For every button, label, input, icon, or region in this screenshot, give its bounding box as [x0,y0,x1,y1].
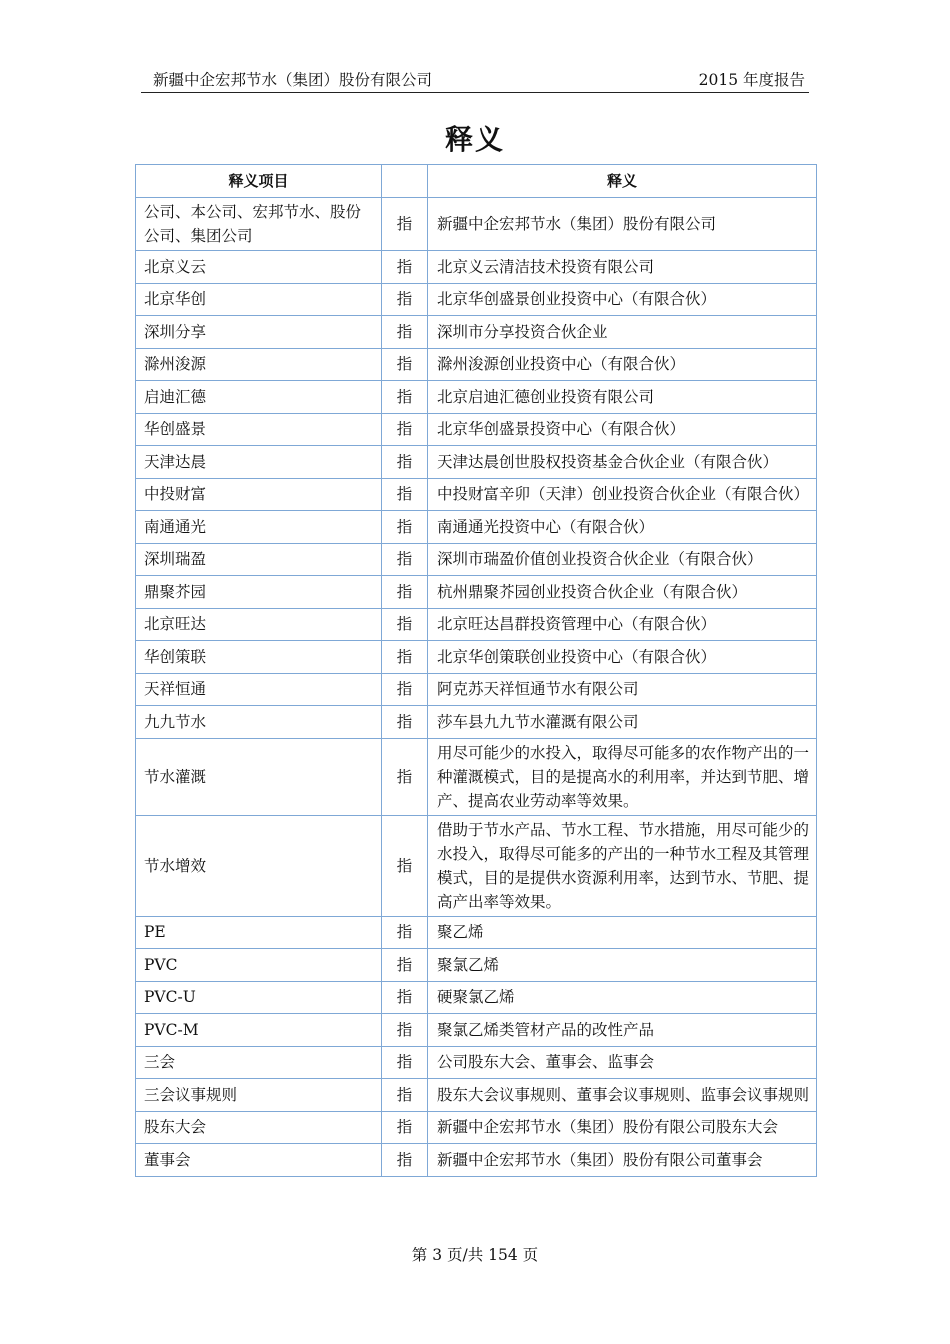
ref-cell: 指 [382,981,428,1014]
table-row [136,981,817,1014]
term-cell: 北京华创 [136,283,382,316]
ref-cell: 指 [382,1014,428,1047]
term-cell: 天津达晨 [136,446,382,479]
meaning-cell: 新疆中企宏邦节水（集团）股份有限公司董事会 [428,1144,817,1177]
table-row [136,815,817,916]
table-row [136,446,817,479]
meaning-cell: 北京华创盛景创业投资中心（有限合伙） [428,283,817,316]
meaning-cell: 北京启迪汇德创业投资有限公司 [428,381,817,414]
term-cell: 深圳分享 [136,316,382,349]
term-cell: 股东大会 [136,1111,382,1144]
table-row [136,316,817,349]
ref-cell: 指 [382,446,428,479]
meaning-cell: 杭州鼎聚芥园创业投资合伙企业（有限合伙） [428,576,817,609]
table-row [136,1046,817,1079]
table-row [136,1111,817,1144]
column-header-term: 释义项目 [136,165,382,198]
term-cell: 三会 [136,1046,382,1079]
meaning-cell: 深圳市分享投资合伙企业 [428,316,817,349]
term-cell: 南通通光 [136,511,382,544]
meaning-cell: 北京华创盛景投资中心（有限合伙） [428,413,817,446]
table-row [136,706,817,739]
term-cell: 节水灌溉 [136,738,382,815]
ref-cell: 指 [382,641,428,674]
term-cell: 华创盛景 [136,413,382,446]
meaning-cell: 深圳市瑞盈价值创业投资合伙企业（有限合伙） [428,543,817,576]
meaning-cell: 北京旺达昌群投资管理中心（有限合伙） [428,608,817,641]
table-header-row [136,165,817,198]
term-cell: PVC [136,949,382,982]
definitions-table [135,164,817,1177]
term-cell: 滁州浚源 [136,348,382,381]
table-row [136,348,817,381]
table-row [136,608,817,641]
term-cell: PE [136,916,382,949]
term-cell: 深圳瑞盈 [136,543,382,576]
table-row [136,381,817,414]
ref-cell: 指 [382,413,428,446]
ref-cell: 指 [382,673,428,706]
ref-cell: 指 [382,1111,428,1144]
page-footer: 第 3 页/共 154 页 [411,1246,539,1264]
meaning-cell: 借助于节水产品、节水工程、节水措施，用尽可能少的水投入，取得尽可能多的产出的一种节水工程及其管理模式，目的是提供水资源利用率，达到节水、节肥、提高产出率等效果。 [428,815,817,916]
term-cell: 董事会 [136,1144,382,1177]
term-cell: 节水增效 [136,815,382,916]
column-header-meaning: 释义 [428,165,817,198]
meaning-cell: 硬聚氯乙烯 [428,981,817,1014]
term-cell: PVC-U [136,981,382,1014]
meaning-cell: 股东大会议事规则、董事会议事规则、监事会议事规则 [428,1079,817,1112]
term-cell: 鼎聚芥园 [136,576,382,609]
meaning-cell: 中投财富辛卯（天津）创业投资合伙企业（有限合伙） [428,478,817,511]
term-cell: 华创策联 [136,641,382,674]
table-row [136,916,817,949]
ref-cell: 指 [382,1079,428,1112]
meaning-cell: 新疆中企宏邦节水（集团）股份有限公司 [428,198,817,251]
meaning-cell: 北京义云清洁技术投资有限公司 [428,251,817,284]
term-cell: 启迪汇德 [136,381,382,414]
term-cell: 三会议事规则 [136,1079,382,1112]
table-row [136,413,817,446]
ref-cell: 指 [382,949,428,982]
term-cell: 中投财富 [136,478,382,511]
ref-cell: 指 [382,381,428,414]
ref-cell: 指 [382,706,428,739]
table-row [136,1014,817,1047]
meaning-cell: 公司股东大会、董事会、监事会 [428,1046,817,1079]
header-report-title: 2015 年度报告 [698,71,805,89]
ref-cell: 指 [382,511,428,544]
table-row [136,283,817,316]
ref-cell: 指 [382,1046,428,1079]
meaning-cell: 北京华创策联创业投资中心（有限合伙） [428,641,817,674]
ref-cell: 指 [382,815,428,916]
table-row [136,478,817,511]
meaning-cell: 新疆中企宏邦节水（集团）股份有限公司股东大会 [428,1111,817,1144]
ref-cell: 指 [382,348,428,381]
table-row [136,543,817,576]
column-header-ref [382,165,428,198]
ref-cell: 指 [382,283,428,316]
ref-cell: 指 [382,738,428,815]
table-row [136,576,817,609]
table-row [136,949,817,982]
ref-cell: 指 [382,543,428,576]
table-row [136,511,817,544]
meaning-cell: 天津达晨创世股权投资基金合伙企业（有限合伙） [428,446,817,479]
page-title: 释义 [444,123,505,156]
table-row [136,673,817,706]
meaning-cell: 聚氯乙烯 [428,949,817,982]
table-row [136,641,817,674]
ref-cell: 指 [382,316,428,349]
ref-cell: 指 [382,608,428,641]
ref-cell: 指 [382,576,428,609]
table-row [136,251,817,284]
term-cell: 北京义云 [136,251,382,284]
term-cell: PVC-M [136,1014,382,1047]
page-header [141,64,809,93]
table-row [136,738,817,815]
ref-cell: 指 [382,198,428,251]
meaning-cell: 聚氯乙烯类管材产品的改性产品 [428,1014,817,1047]
meaning-cell: 阿克苏天祥恒通节水有限公司 [428,673,817,706]
table-row [136,1144,817,1177]
ref-cell: 指 [382,1144,428,1177]
meaning-cell: 莎车县九九节水灌溉有限公司 [428,706,817,739]
meaning-cell: 滁州浚源创业投资中心（有限合伙） [428,348,817,381]
term-cell: 北京旺达 [136,608,382,641]
table-row [136,1079,817,1112]
ref-cell: 指 [382,251,428,284]
term-cell: 公司、本公司、宏邦节水、股份公司、集团公司 [136,198,382,251]
ref-cell: 指 [382,916,428,949]
meaning-cell: 南通通光投资中心（有限合伙） [428,511,817,544]
ref-cell: 指 [382,478,428,511]
meaning-cell: 用尽可能少的水投入，取得尽可能多的农作物产出的一种灌溉模式，目的是提高水的利用率，并达到节肥、增产、提高农业劳动率等效果。 [428,738,817,815]
term-cell: 天祥恒通 [136,673,382,706]
header-company: 新疆中企宏邦节水（集团）股份有限公司 [153,71,433,89]
meaning-cell: 聚乙烯 [428,916,817,949]
term-cell: 九九节水 [136,706,382,739]
table-row [136,198,817,251]
